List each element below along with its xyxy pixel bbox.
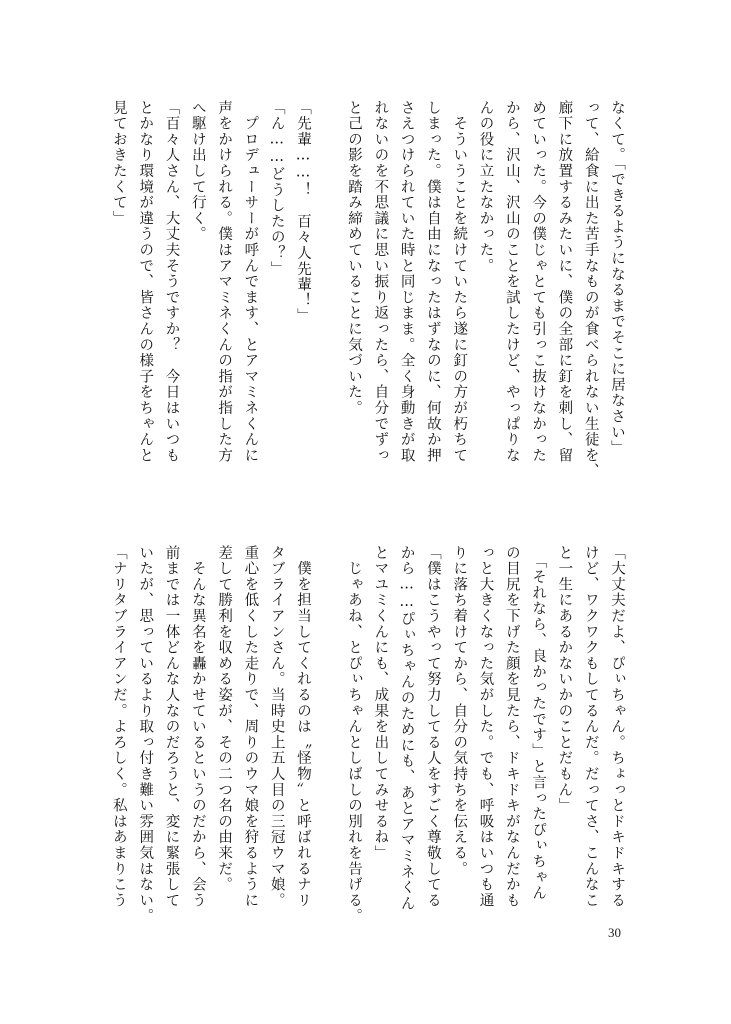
text-line: から、沢山、沢山のことを試したけど、やっぱりな [503, 100, 520, 464]
text-line: から……ぴぃちゃんのためにも、あとアマミネくん [398, 545, 415, 912]
text-line: 見ておきたくて」 [110, 100, 127, 227]
upper-left-text-block [102, 100, 316, 505]
lower-left-text-block [102, 545, 316, 925]
text-line: 「大丈夫だよ、ぴぃちゃん。ちょっとドキドキする [609, 545, 625, 909]
text-line: めていった。今の僕じゃとても引っこ抜けなかった [530, 100, 547, 464]
text-line: なくて。「できるようになるまでそこに居なさい」 [609, 100, 625, 457]
text-line: れないのを不思議に思い振り返ったら、自分でずっ [372, 100, 389, 464]
text-line: けど、ワクワクもしてるんだ。だってさ、こんなこ [582, 545, 599, 909]
text-line: プロデューサーが呼んでます、とアマミネくんに [242, 100, 259, 464]
text-line: 声をかけられる。僕はアマミネくんの指が指した方 [216, 100, 233, 464]
text-line: 廊下に放置するみたいに、僕の全部に釘を刺し、留 [556, 100, 573, 464]
lower-right-text-block [346, 545, 630, 925]
text-line: 前までは一体どんな人なのだろうと、変に緊張して [163, 545, 180, 909]
text-line: しまった。僕は自由になったはずなのに、何故か押 [424, 100, 441, 464]
text-line: 僕を担当してくれるのは〝怪物〟と呼ばれるナリ [295, 545, 311, 909]
text-line: じゃあね、とぴぃちゃんとしばしの別れを告げる。 [346, 545, 363, 925]
text-line: 差して勝利を収める姿が、その二つ名の由来だ。 [216, 545, 233, 893]
text-line: そういうことを続けていたら遂に釘の方が朽ちて [451, 100, 468, 464]
text-line: 「先輩……！ 百々人先輩！」 [295, 100, 311, 325]
text-line: 「僕はこうやって努力してる人をすごく尊敬してる [424, 545, 441, 909]
text-line: んの役に立たなかった。 [477, 100, 494, 274]
text-line: いたが、思っているより取っ付き難い雰囲気はない。 [137, 545, 154, 925]
text-line: そんな異名を轟かせているというのだから、会う [189, 545, 206, 909]
upper-right-text-block [346, 100, 630, 505]
text-line: と己の影を踏み締めていることに気づいた。 [346, 100, 363, 416]
text-line: 「ん……どうしたの？」 [268, 100, 285, 277]
text-line: っと大きくなった気がした。でも、呼吸はいつも通 [477, 545, 494, 909]
text-line: と一生にあるかないかのことだもん」 [556, 545, 573, 814]
text-line: 重心を低くした走りで、周りのウマ娘を狩るように [242, 545, 259, 909]
text-line: って、給食に出た苦手なものが食べられない生徒を、 [582, 100, 599, 480]
text-line: 「百々人さん、大丈夫そうですか？ 今日はいつも [163, 100, 180, 464]
page-number: 30 [608, 925, 621, 940]
text-line: とマユミくんにも、成果を出してみせるね」 [372, 545, 389, 861]
text-line: さえつけられていた時と同じまま。全く身動きが取 [398, 100, 415, 464]
text-line: の目尻を下げた顔を見たら、ドキドキがなんだかも [503, 545, 520, 909]
text-line: りに落ち着けてから、自分の気持ちを伝える。 [451, 545, 468, 877]
text-line: へ駆け出して行く。 [189, 100, 206, 243]
text-line: とかなり環境が違うので、皆さんの様子をちゃんと [137, 100, 154, 464]
text-line: タブライアンさん。当時史上五人目の三冠ウマ娘。 [268, 545, 285, 909]
text-line: 「ナリタブライアンだ。よろしく。私はあまりこう [110, 545, 127, 909]
text-line: 「それなら、良かったです」と言ったぴぃちゃん [530, 545, 547, 902]
